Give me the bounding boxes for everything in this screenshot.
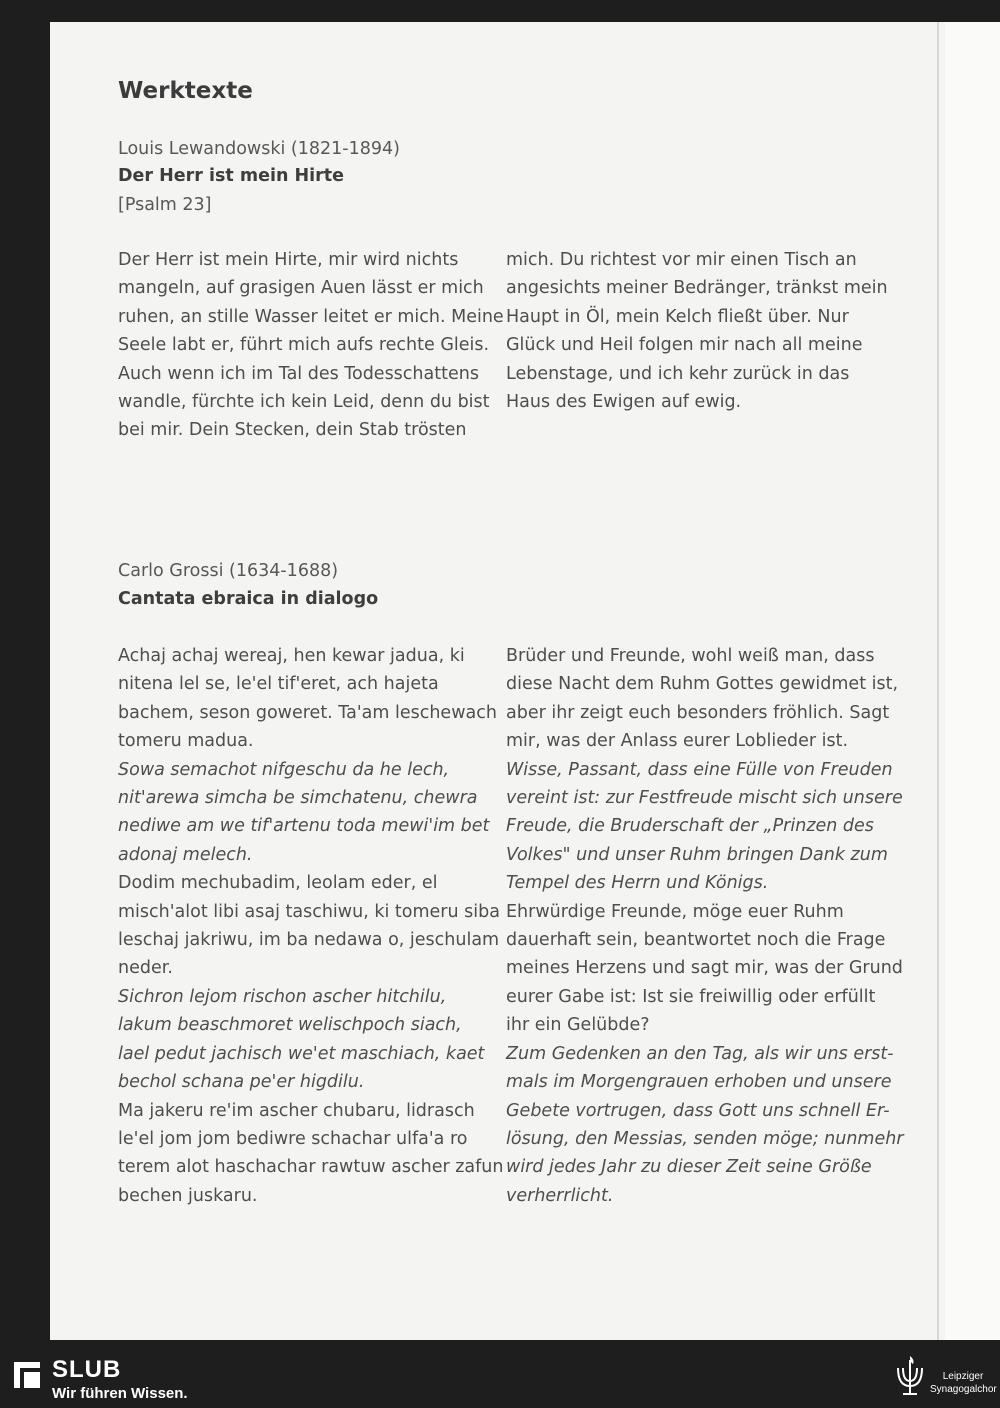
text-line: le'el jom jom bediwre schachar ulfa'a ro	[118, 1128, 468, 1149]
choir-name-line1: Leipziger	[942, 1371, 984, 1382]
footer-bar	[0, 1340, 1000, 1408]
facing-page-edge	[945, 22, 1000, 1340]
text-line: tomeru madua.	[118, 731, 254, 752]
text-line: adonaj melech.	[118, 844, 253, 865]
work1-composer: Louis Lewandowski (1821-1894)	[118, 139, 400, 159]
text-line: neder.	[118, 958, 173, 979]
text-line: ruhen, an stille Wasser leitet er mich. Meine	[118, 306, 504, 327]
choir-name	[930, 1370, 996, 1396]
text-line: Achaj achaj wereaj, hen kewar jadua, ki	[118, 646, 465, 666]
text-line: leschaj jakriwu, im ba nedawa o, jeschulam	[118, 930, 500, 951]
work1-text-left-column	[118, 246, 504, 445]
work2-text-right-column	[506, 642, 904, 1210]
text-line: Seele labt er, führt mich aufs rechte Gleis.	[118, 335, 490, 356]
work1-title: Der Herr ist mein Hirte	[118, 166, 345, 186]
text-line: mangeln, auf grasigen Auen lässt er mich	[118, 278, 484, 299]
text-line: Gebete vortrugen, dass Gott uns schnell Er-	[506, 1100, 890, 1121]
library-claim: Wir führen Wissen.	[52, 1385, 188, 1402]
text-line: eurer Gabe ist: Ist sie freiwillig oder erfüllt	[506, 986, 876, 1007]
text-line: Lebenstage, und ich kehr zurück in das	[506, 363, 850, 384]
text-line: Brüder und Freunde, wohl weiß man, dass	[506, 646, 875, 666]
text-line: vereint ist: zur Festfreude mischt sich unsere	[506, 788, 903, 809]
text-line: mir, was der Anlass eurer Loblieder ist.	[506, 731, 849, 752]
text-line: meines Herzens und sagt mir, was der Grund	[506, 958, 903, 979]
text-line: nitena lel se, le'el tif'eret, ach hajeta	[118, 674, 439, 695]
text-line: diese Nacht dem Ruhm Gottes gewidmet ist,	[506, 674, 899, 695]
text-line: lael pedut jachisch we'et maschiach, kaet	[118, 1043, 485, 1064]
text-line: bachem, seson goweret. Ta'am leschewach	[118, 702, 497, 723]
text-line: angesichts meiner Bedränger, tränkst mein	[506, 278, 888, 299]
text-line: nit'arewa simcha be simchatenu, chewra	[118, 788, 478, 809]
text-line: verherrlicht.	[506, 1185, 614, 1206]
slub-logo-icon	[14, 1362, 40, 1388]
text-line: Wisse, Passant, dass eine Fülle von Freuden	[506, 759, 893, 780]
library-name: SLUB	[52, 1356, 122, 1383]
page-heading: Werktexte	[118, 78, 253, 104]
text-line: aber ihr zeigt euch besonders fröhlich. Sagt	[506, 702, 890, 723]
text-line: bechen juskaru.	[118, 1185, 258, 1206]
text-line: wird jedes Jahr zu dieser Zeit seine Größe	[506, 1157, 872, 1178]
page-fold	[937, 22, 939, 1340]
text-line: Haus des Ewigen auf ewig.	[506, 392, 742, 413]
text-line: Haupt in Öl, mein Kelch fließt über. Nur	[506, 306, 849, 327]
text-line: Dodim mechubadim, leolam eder, el	[118, 873, 438, 894]
text-line: bechol schana pe'er higdilu.	[118, 1072, 365, 1093]
work2-text-left-column	[118, 642, 504, 1210]
text-line: mals im Morgengrauen erhoben und unsere	[506, 1072, 892, 1093]
text-line: Tempel des Herrn und Königs.	[506, 873, 769, 894]
text-line: Auch wenn ich im Tal des Todesschattens	[118, 363, 479, 384]
text-line: Zum Gedenken an den Tag, als wir uns erst-	[506, 1043, 894, 1064]
text-line: Volkes" und unser Ruhm bringen Dank zum	[506, 844, 888, 865]
text-line: Ehrwürdige Freunde, möge euer Ruhm	[506, 901, 844, 922]
text-line: Freude, die Bruderschaft der „Prinzen des	[506, 816, 874, 837]
text-line: terem alot haschachar rawtuw ascher zafun	[118, 1157, 504, 1178]
text-line: Sichron lejom rischon ascher hitchilu,	[118, 986, 447, 1007]
text-line: dauerhaft sein, beantwortet noch die Frage	[506, 930, 886, 951]
work2-title: Cantata ebraica in dialogo	[118, 589, 379, 609]
text-line: bei mir. Dein Stecken, dein Stab trösten	[118, 420, 467, 441]
text-line: lakum beaschmoret welischpoch siach,	[118, 1015, 462, 1036]
work1-source: [Psalm 23]	[118, 195, 212, 215]
text-line: nediwe am we tif'artenu toda mewi'im bet	[118, 816, 490, 837]
choir-name-line2: Synagogalchor	[930, 1384, 997, 1395]
menorah-logo-icon	[893, 1354, 927, 1402]
text-line: Ma jakeru re'im ascher chubaru, lidrasch	[118, 1100, 475, 1121]
text-line: Glück und Heil folgen mir nach all meine	[506, 335, 863, 356]
text-line: misch'alot libi asaj taschiwu, ki tomeru siba	[118, 901, 500, 922]
text-line: wandle, fürchte ich kein Leid, denn du bist	[118, 392, 490, 413]
text-line: mich. Du richtest vor mir einen Tisch an	[506, 250, 857, 270]
text-line: lösung, den Messias, senden möge; nunmehr	[506, 1128, 904, 1149]
text-line: Der Herr ist mein Hirte, mir wird nichts	[118, 250, 459, 270]
work2-composer: Carlo Grossi (1634-1688)	[118, 561, 339, 581]
text-line: Sowa semachot nifgeschu da he lech,	[118, 759, 450, 780]
work1-text-right-column	[506, 246, 888, 416]
text-line: ihr ein Gelübde?	[506, 1015, 650, 1036]
